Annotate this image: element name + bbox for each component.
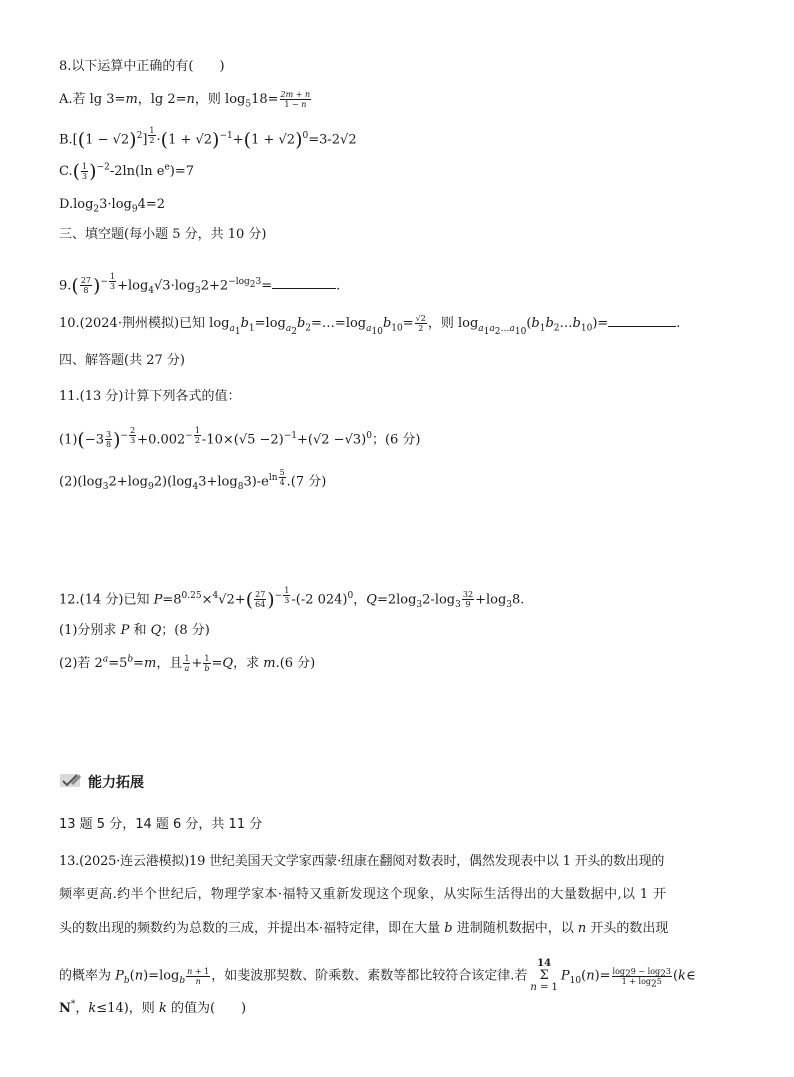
ability-extension-header	[60, 772, 144, 792]
q11-part1: (1)(−3 $\frac{3}{8}$ )$^{- \frac{2}{3}}$ $+0.002^{- \frac{1}{2}}$ $-10\times(√5 -2)^{-1}+(√2 -√3)^0$；(6 分)	[59, 426, 421, 451]
q11-part2: $(2)(\log_32+\log_92)(\log_43+\log_83)-e^{ln \frac{5}{4}}$ .(7 分)	[59, 468, 327, 492]
summation: 14 Σ n = 1	[530, 958, 558, 993]
q12-part1: (1)分别求 P 和 Q；(8 分)	[59, 623, 210, 638]
q9: 9.( $\frac{27}{8}$ )$^{- \frac{1}{3}}$ $+\log_4√3\cdot\log_32+2^{-log_23}=$ .	[59, 272, 341, 297]
section-heading-fill-in: 三、填空题(每小题 5 分，共 10 分)	[59, 227, 267, 242]
q8-option-b: $B.[(1 - √2)^2]$ $^{\frac{1}{2}}$ $\cdot(1 + √2)^{-1}+(1 + √2)^0=3-2√2$	[59, 126, 357, 151]
q13-line5: N*，k≤14)，则 k 的值为( )	[59, 999, 247, 1016]
q13-line4: 的概率为 $P_b(n)=\log_b$ $\frac{n + 1}{n}$ ，如斐波那契数、阶乘数、素数等都比较符合该定律.若 14 Σ n = 1 $P_{10}(n)=$ $\frac{\log_29 - \log_23}{1 + \log_25}$ (k∈	[59, 958, 696, 993]
q12-stem: 12.(14 分)已知 $P=8^{0.25}\times^4√2+$( $\frac{27}{64}$ )$^{- \frac{1}{3}}$ -(-2 024)$^0$，$Q=2\log_32-\log_3$ $\frac{32}{9}$ $+\log_38$.	[59, 586, 525, 611]
ability-extension-score: 13 题 5 分，14 题 6 分，共 11 分	[59, 817, 263, 832]
answer-blank[interactable]	[272, 276, 336, 289]
q8-stem: 8.以下运算中正确的有( )	[59, 59, 225, 74]
q8-option-d: $D.\log_23\cdot\log_94=2$	[59, 197, 166, 215]
q12-part2: (2)若 $2^a=5^b=m$，且 $\frac{1}{a}$ + $\frac{1}{b}$ =Q，求 m.(6 分)	[59, 654, 316, 673]
pencil-check-icon	[60, 772, 82, 792]
q13-line1: 13.(2025·连云港模拟)19 世纪美国天文学家西蒙·纽康在翻阅对数表时，偶然发现表中以 1 开头的数出现的	[59, 854, 665, 869]
section-title: 能力拓展	[88, 775, 144, 791]
q8-option-c: C.( $\frac{1}{3}$ )$^{-2}$-2ln(ln $e^e)=7$	[59, 160, 195, 183]
q13-line3: 头的数出现的频数约为总数的三成，并提出本·福特定律，即在大量 b 进制随机数据中，以 n 开头的数出现	[59, 921, 669, 936]
q11-stem: 11.(13 分)计算下列各式的值：	[59, 389, 241, 404]
q10: 10.(2024·荆州模拟)已知 $\log_{a_1}b_1=\log_{a_2}b_2=\dots=\log_{a_{10}}b_{10}=$ $\frac{√2}{2}$ ，则 $\log_{a_1a_2\dots a_{10}}(b_1b_2\dots b_{10})=$ .	[59, 314, 681, 337]
q13-line2: 频率更高.约半个世纪后，物理学家本·福特又重新发现这个现象，从实际生活得出的大量数据中,以 1 开	[59, 887, 667, 902]
section-heading-solutions: 四、解答题(共 27 分)	[59, 353, 185, 368]
fraction: $\frac{2m + n}{1 - n}$	[280, 90, 311, 109]
q8-option-a: A.若 lg 3=m，lg 2=n，则 $\log_518=$ $\frac{2m + n}{1 - n}$	[59, 90, 311, 110]
answer-blank[interactable]	[608, 314, 676, 327]
